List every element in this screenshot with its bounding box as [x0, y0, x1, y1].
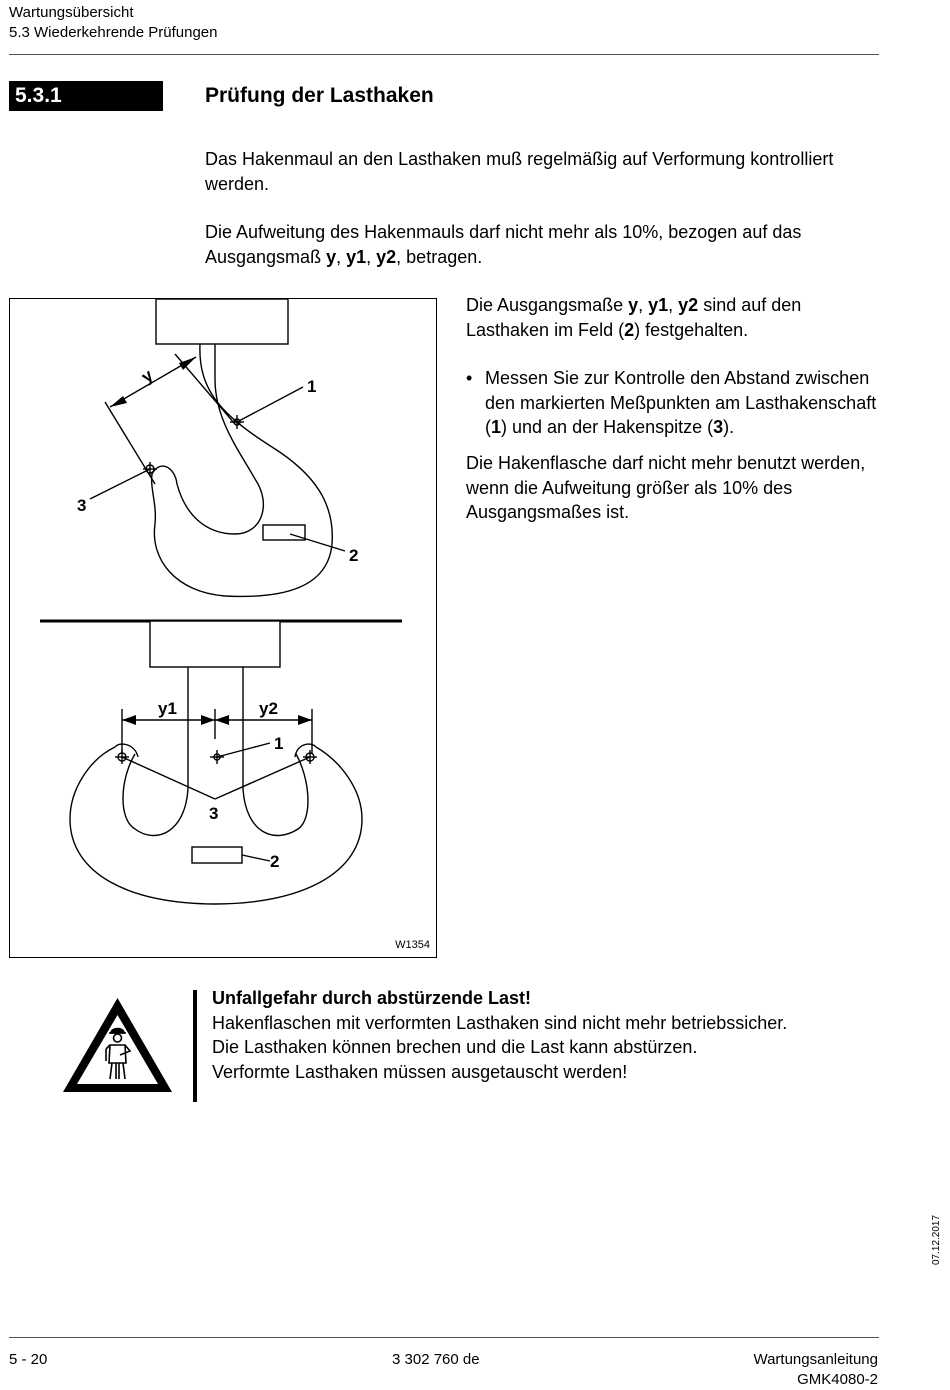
footer-model: GMK4080-2	[797, 1371, 878, 1388]
intro-paragraph-1: Das Hakenmaul an den Lasthaken muß regelmäßig auf Verformung kontrolliert werden.	[205, 149, 834, 194]
warning-line-2: Die Lasthaken können brechen und die Last kann abstürzen.	[212, 1037, 698, 1057]
figure-code: W1354	[395, 939, 430, 951]
side-paragraph-1: Die Ausgangsmaße y, y1, y2 sind auf den Lasthaken im Feld (2) festgehalten.	[466, 295, 802, 340]
footer-doc-number: 3 302 760 de	[392, 1351, 480, 1368]
warning-bar	[193, 990, 197, 1102]
section-title: Prüfung der Lasthaken	[205, 84, 434, 107]
footer-divider	[9, 1337, 879, 1338]
measure-bullet	[466, 366, 886, 440]
bottom-hook-drawing	[40, 621, 402, 904]
intro-paragraph-2: Die Aufweitung des Hakenmauls darf nicht mehr als 10%, bezogen auf das Ausgangsmaß y, y1, y2, betragen.	[205, 222, 802, 267]
header-divider	[9, 54, 879, 55]
label-bottom-1: 1	[274, 734, 284, 753]
footer-page-number: 5 - 20	[9, 1351, 48, 1368]
label-bottom-3: 3	[209, 804, 219, 823]
label-top-1: 1	[307, 377, 317, 396]
label-top-2: 2	[349, 546, 359, 565]
label-y2: y2	[259, 699, 278, 718]
header-subchapter: 5.3 Wiederkehrende Prüfungen	[9, 24, 218, 41]
warning-title: Unfallgefahr durch abstürzende Last!	[212, 988, 532, 1008]
warning-sign-icon	[60, 995, 175, 1095]
label-bottom-2: 2	[270, 852, 280, 871]
header-chapter: Wartungsübersicht	[9, 4, 134, 21]
hook-diagram	[9, 298, 437, 958]
top-hook-drawing	[90, 299, 345, 596]
side-paragraph-2: Die Hakenflasche darf nicht mehr benutzt werden, wenn die Aufweitung größer als 10% des Ausgangsmaßes ist.	[466, 453, 866, 522]
side-date: 07.12.2017	[931, 1214, 942, 1265]
footer-manual-title: Wartungsanleitung	[753, 1351, 878, 1368]
warning-line-1: Hakenflaschen mit verformten Lasthaken sind nicht mehr betriebssicher.	[212, 1012, 788, 1033]
warning-text	[212, 986, 787, 1084]
label-y1: y1	[158, 699, 177, 718]
label-top-3: 3	[77, 496, 87, 515]
section-number: 5.3.1	[9, 81, 163, 111]
measure-bullet-text: Messen Sie zur Kontrolle den Abstand zwischen den markierten Meßpunkten am Lasthakenschaft (1) und an der Hakenspitze (3).	[485, 368, 877, 437]
bullet-dot: •	[466, 368, 473, 388]
label-y: y	[137, 365, 157, 387]
warning-line-3: Verformte Lasthaken müssen ausgetauscht werden!	[212, 1061, 628, 1082]
